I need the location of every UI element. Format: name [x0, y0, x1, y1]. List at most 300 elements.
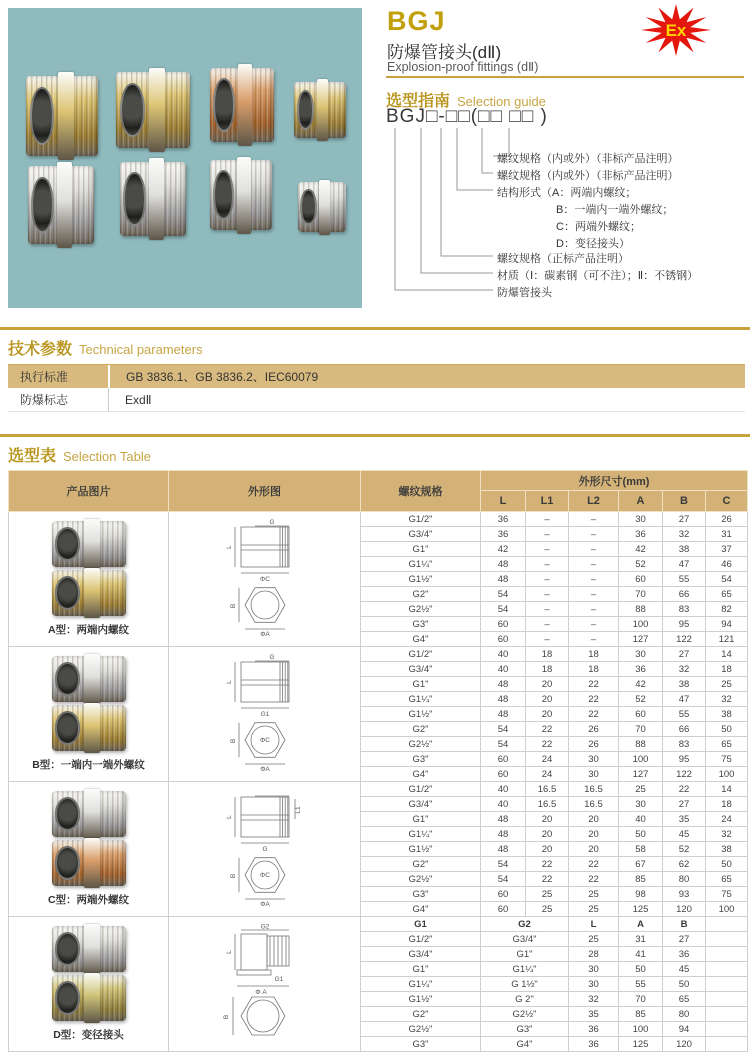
cell: G1¼": [361, 977, 481, 992]
technical-parameters-heading: [8, 336, 203, 359]
cell: [706, 962, 748, 977]
cell: 25: [569, 902, 619, 917]
cell: G1/2": [361, 647, 481, 662]
cell: 83: [663, 737, 706, 752]
ex-starburst-icon: [636, 2, 716, 58]
cell: G3/4": [361, 947, 481, 962]
cell: 25: [619, 782, 663, 797]
fitting-thumb: [52, 570, 126, 616]
cell: G2½": [361, 1022, 481, 1037]
product-code: BGJ: [387, 6, 446, 36]
cell: 45: [663, 962, 706, 977]
cell: G3/4": [361, 797, 481, 812]
cell: 94: [706, 617, 748, 632]
cell: [706, 1007, 748, 1022]
cell: –: [569, 512, 619, 527]
cell: 36: [481, 527, 526, 542]
cell: 22: [526, 872, 569, 887]
cell: 16.5: [569, 782, 619, 797]
cell: 62: [663, 857, 706, 872]
cell: 85: [619, 1007, 663, 1022]
cell: 20: [569, 827, 619, 842]
cell: G4": [361, 767, 481, 782]
cell: 42: [481, 542, 526, 557]
fitting-photo: [294, 82, 346, 138]
cell: 38: [706, 707, 748, 722]
cell: 54: [481, 722, 526, 737]
callout-label: D：变径接头）: [556, 238, 630, 250]
cell: 20: [526, 692, 569, 707]
divider: [386, 76, 744, 78]
col-header-C: C: [706, 491, 748, 512]
cell: 31: [619, 932, 663, 947]
cell: 80: [663, 872, 706, 887]
svg-text:G1: G1: [274, 976, 283, 983]
cell: 88: [619, 602, 663, 617]
cell: [706, 932, 748, 947]
cell: 26: [569, 737, 619, 752]
cell: 36: [619, 527, 663, 542]
cell: [706, 1037, 748, 1052]
svg-text:G2: G2: [260, 923, 269, 931]
cell: 50: [706, 722, 748, 737]
cell: 27: [663, 647, 706, 662]
cell: G1": [361, 677, 481, 692]
cell: 30: [619, 647, 663, 662]
cell: 18: [569, 662, 619, 677]
fitting-photo: [120, 162, 186, 236]
divider: [0, 327, 750, 330]
cell: 22: [526, 737, 569, 752]
cell: 98: [619, 887, 663, 902]
svg-text:L: L: [225, 545, 233, 549]
cell: 54: [706, 572, 748, 587]
cell: G2": [361, 1007, 481, 1022]
cell: 66: [663, 587, 706, 602]
cell: 66: [663, 722, 706, 737]
cell: 30: [569, 977, 619, 992]
cell: 26: [706, 512, 748, 527]
cell: 65: [663, 992, 706, 1007]
cell: G1¼": [481, 962, 569, 977]
cell: 85: [619, 872, 663, 887]
cell: 65: [706, 587, 748, 602]
cell: 40: [481, 797, 526, 812]
cell: 100: [619, 752, 663, 767]
col-header-dims: 外形尺寸(mm): [481, 471, 748, 491]
cell: 27: [663, 797, 706, 812]
cell: 54: [481, 587, 526, 602]
fitting-photo: [26, 76, 98, 156]
table-block-D: [9, 917, 748, 1052]
ex-mark-text: Ex: [665, 21, 687, 40]
svg-text:ΦA: ΦA: [259, 766, 270, 773]
cell: 32: [663, 662, 706, 677]
cell: 60: [619, 707, 663, 722]
cell: [706, 1022, 748, 1037]
col-header-A: A: [619, 491, 663, 512]
cell: A: [619, 917, 663, 932]
cell: G1¼": [361, 692, 481, 707]
cell: 20: [569, 842, 619, 857]
cell: 36: [569, 1037, 619, 1052]
cell: 52: [619, 692, 663, 707]
cell: 65: [706, 737, 748, 752]
cell: 25: [526, 887, 569, 902]
cell: 35: [569, 1007, 619, 1022]
table-row: [9, 782, 748, 797]
cell: 52: [619, 557, 663, 572]
svg-text:B: B: [229, 738, 237, 744]
type-label: B型：一端内一端外螺纹: [32, 759, 145, 771]
cell: G3": [361, 887, 481, 902]
svg-text:ΦA: ΦA: [259, 631, 270, 638]
cell: 30: [569, 752, 619, 767]
cell: –: [526, 572, 569, 587]
cell: –: [569, 617, 619, 632]
cell: 54: [481, 872, 526, 887]
cell: 20: [526, 842, 569, 857]
cell: G2½": [361, 602, 481, 617]
selection-table-heading: [8, 443, 151, 466]
cell: 55: [663, 707, 706, 722]
cell: 16.5: [526, 782, 569, 797]
cell: G 1½": [481, 977, 569, 992]
cell: 95: [663, 617, 706, 632]
cell: –: [569, 602, 619, 617]
cell: 54: [481, 602, 526, 617]
product-photo-cell: [9, 512, 169, 647]
callout-label: 螺纹规格（内或外）（非标产品注明）: [497, 153, 679, 165]
cell: 48: [481, 812, 526, 827]
cell: –: [526, 542, 569, 557]
cell: 54: [481, 857, 526, 872]
heading-en: Selection Table: [63, 449, 151, 464]
fitting-thumb: [52, 926, 126, 972]
cell: 120: [663, 902, 706, 917]
cell: 40: [481, 782, 526, 797]
cell: G4": [361, 632, 481, 647]
cell: 75: [706, 752, 748, 767]
cell: G1: [361, 917, 481, 932]
cell: 22: [569, 872, 619, 887]
cell: 18: [526, 662, 569, 677]
cell: –: [526, 617, 569, 632]
selection-table: [8, 470, 748, 1052]
cell: G1": [361, 812, 481, 827]
cell: [706, 977, 748, 992]
cell: 100: [619, 617, 663, 632]
cell: G1/2": [361, 932, 481, 947]
cell: 55: [663, 572, 706, 587]
cell: G3/4": [481, 932, 569, 947]
cell: 50: [619, 827, 663, 842]
cell: 60: [481, 752, 526, 767]
cell: 70: [619, 992, 663, 1007]
cell: 38: [663, 542, 706, 557]
cell: 48: [481, 707, 526, 722]
outline-drawing: [195, 924, 335, 1044]
callout-label: 螺纹规格（正标产品注明）: [497, 253, 629, 265]
cell: G1": [481, 947, 569, 962]
cell: –: [526, 527, 569, 542]
cell: 127: [619, 767, 663, 782]
cell: 127: [619, 632, 663, 647]
cell: 38: [663, 677, 706, 692]
cell: 93: [663, 887, 706, 902]
cell: 67: [619, 857, 663, 872]
cell: G1½": [361, 842, 481, 857]
param-label: 防爆标志: [20, 393, 69, 407]
product-photo-cell: [9, 647, 169, 782]
cell: 40: [481, 662, 526, 677]
cell: 30: [569, 767, 619, 782]
cell: 42: [619, 542, 663, 557]
cell: 22: [569, 707, 619, 722]
cell: 60: [481, 887, 526, 902]
cell: –: [569, 557, 619, 572]
model-code: BGJ□-□□(□□ □□ ): [386, 106, 548, 127]
heading-zh: 选型指南: [386, 93, 451, 110]
cell: 47: [663, 692, 706, 707]
cell: 24: [526, 752, 569, 767]
cell: 22: [569, 692, 619, 707]
table-row: [9, 647, 748, 662]
cell: 31: [706, 527, 748, 542]
svg-text:G: G: [268, 654, 275, 661]
cell: 20: [569, 812, 619, 827]
heading-en: Technical parameters: [79, 342, 203, 357]
cell: –: [526, 557, 569, 572]
cell: 20: [526, 812, 569, 827]
cell: [706, 992, 748, 1007]
cell: G1": [361, 542, 481, 557]
svg-text:ΦC: ΦC: [259, 737, 270, 744]
cell: 42: [619, 677, 663, 692]
page-title-zh: 防爆管接头(dⅡ): [387, 43, 502, 62]
cell: 27: [663, 512, 706, 527]
svg-text:B: B: [222, 1014, 230, 1020]
technical-parameters-table: [8, 364, 745, 412]
fitting-thumb: [52, 791, 126, 837]
product-photo-cell: [9, 917, 169, 1052]
cell: G2½": [361, 737, 481, 752]
cell: G1½": [361, 707, 481, 722]
cell: G3": [361, 752, 481, 767]
heading-zh: 选型表: [8, 448, 57, 465]
fitting-photo: [298, 182, 346, 232]
cell: 50: [706, 857, 748, 872]
cell: –: [569, 587, 619, 602]
cell: 16.5: [569, 797, 619, 812]
cell: 20: [526, 707, 569, 722]
cell: G3": [361, 1037, 481, 1052]
svg-text:L: L: [225, 815, 233, 819]
svg-text:B: B: [229, 873, 237, 879]
cell: 83: [663, 602, 706, 617]
cell: G1¼": [361, 827, 481, 842]
cell: 40: [481, 647, 526, 662]
svg-text:G: G: [261, 846, 268, 853]
page-title-en: Explosion-proof fittings (dⅡ): [387, 60, 539, 74]
table-row: [9, 512, 748, 527]
cell: 48: [481, 827, 526, 842]
cell: 58: [619, 842, 663, 857]
outline-drawing-cell: [169, 512, 361, 647]
cell: 25: [526, 902, 569, 917]
col-header-L1: L1: [526, 491, 569, 512]
cell: 95: [663, 752, 706, 767]
cell: 55: [619, 977, 663, 992]
table-block-C: [9, 782, 748, 917]
cell: 65: [706, 872, 748, 887]
cell: 60: [619, 572, 663, 587]
cell: 48: [481, 572, 526, 587]
fitting-thumb: [52, 840, 126, 886]
outline-drawing: [195, 519, 335, 639]
col-header-product: 产品图片: [9, 471, 169, 512]
svg-text:Φ A: Φ A: [254, 989, 267, 996]
divider: [0, 434, 750, 437]
cell: 32: [706, 827, 748, 842]
cell: 20: [526, 677, 569, 692]
cell: –: [526, 602, 569, 617]
cell: 36: [663, 947, 706, 962]
cell: 125: [619, 1037, 663, 1052]
cell: 18: [706, 797, 748, 812]
svg-text:ΦC: ΦC: [259, 872, 270, 879]
cell: 60: [481, 617, 526, 632]
cell: 122: [663, 632, 706, 647]
svg-text:L1: L1: [294, 806, 302, 814]
fitting-thumb: [52, 975, 126, 1021]
svg-text:ΦC: ΦC: [259, 576, 270, 583]
cell: 82: [706, 602, 748, 617]
cell: 100: [706, 902, 748, 917]
param-value: ExdⅡ: [125, 392, 152, 407]
cell: 80: [663, 1007, 706, 1022]
table-block-A: [9, 512, 748, 647]
cell: G1/2": [361, 512, 481, 527]
svg-text:B: B: [229, 603, 237, 609]
cell: –: [569, 542, 619, 557]
col-header-L: L: [481, 491, 526, 512]
cell: 122: [663, 767, 706, 782]
cell: 14: [706, 782, 748, 797]
cell: G2": [361, 857, 481, 872]
cell: 18: [526, 647, 569, 662]
cell: 48: [481, 677, 526, 692]
cell: 60: [481, 767, 526, 782]
cell: 40: [619, 812, 663, 827]
cell: G2": [361, 587, 481, 602]
type-label: A型：两端内螺纹: [47, 624, 130, 636]
cell: 47: [663, 557, 706, 572]
cell: 50: [619, 962, 663, 977]
cell: [706, 947, 748, 962]
fitting-thumb: [52, 705, 126, 751]
cell: 75: [706, 887, 748, 902]
cell: 37: [706, 542, 748, 557]
cell: –: [569, 572, 619, 587]
cell: L: [569, 917, 619, 932]
cell: G1¼": [361, 557, 481, 572]
cell: 125: [619, 902, 663, 917]
product-photo: [8, 8, 362, 308]
cell: 22: [569, 677, 619, 692]
cell: 26: [569, 722, 619, 737]
cell: 100: [706, 767, 748, 782]
cell: –: [526, 632, 569, 647]
fitting-photo: [210, 160, 272, 230]
table-row: [9, 917, 748, 932]
cell: 48: [481, 557, 526, 572]
svg-text:L: L: [225, 950, 233, 954]
cell: –: [569, 527, 619, 542]
cell: G1½": [361, 992, 481, 1007]
cell: [706, 917, 748, 932]
cell: 22: [663, 782, 706, 797]
cell: 100: [619, 1022, 663, 1037]
cell: G2: [481, 917, 569, 932]
fitting-photo: [210, 68, 274, 142]
col-header-outline: 外形图: [169, 471, 361, 512]
cell: 120: [663, 1037, 706, 1052]
cell: G1½": [361, 572, 481, 587]
svg-text:G1: G1: [260, 711, 269, 718]
cell: 36: [619, 662, 663, 677]
fitting-thumb: [52, 521, 126, 567]
type-label: D型：变径接头: [53, 1029, 124, 1041]
cell: 24: [526, 767, 569, 782]
svg-text:ΦA: ΦA: [259, 901, 270, 908]
cell: G1/2": [361, 782, 481, 797]
heading-zh: 技术参数: [8, 341, 73, 358]
cell: B: [663, 917, 706, 932]
cell: G3": [481, 1022, 569, 1037]
cell: 30: [569, 962, 619, 977]
cell: G4": [361, 902, 481, 917]
cell: 54: [481, 737, 526, 752]
cell: 30: [619, 512, 663, 527]
cell: 45: [663, 827, 706, 842]
fitting-thumb: [52, 656, 126, 702]
cell: 60: [481, 902, 526, 917]
cell: G3": [361, 617, 481, 632]
col-header-L2: L2: [569, 491, 619, 512]
cell: 48: [481, 692, 526, 707]
fitting-photo: [116, 72, 190, 148]
outline-drawing-cell: [169, 782, 361, 917]
cell: 25: [569, 887, 619, 902]
cell: 25: [706, 677, 748, 692]
fitting-photo: [28, 166, 94, 244]
cell: 32: [663, 527, 706, 542]
cell: 94: [663, 1022, 706, 1037]
col-header-B: B: [663, 491, 706, 512]
cell: 32: [706, 692, 748, 707]
cell: 22: [526, 722, 569, 737]
cell: –: [569, 632, 619, 647]
svg-text:G: G: [268, 519, 275, 526]
cell: G3/4": [361, 662, 481, 677]
cell: G4": [481, 1037, 569, 1052]
cell: 121: [706, 632, 748, 647]
outline-drawing: [195, 654, 335, 774]
callout-label: B：一端内一端外螺纹；: [556, 204, 674, 216]
cell: 38: [706, 842, 748, 857]
cell: –: [526, 512, 569, 527]
